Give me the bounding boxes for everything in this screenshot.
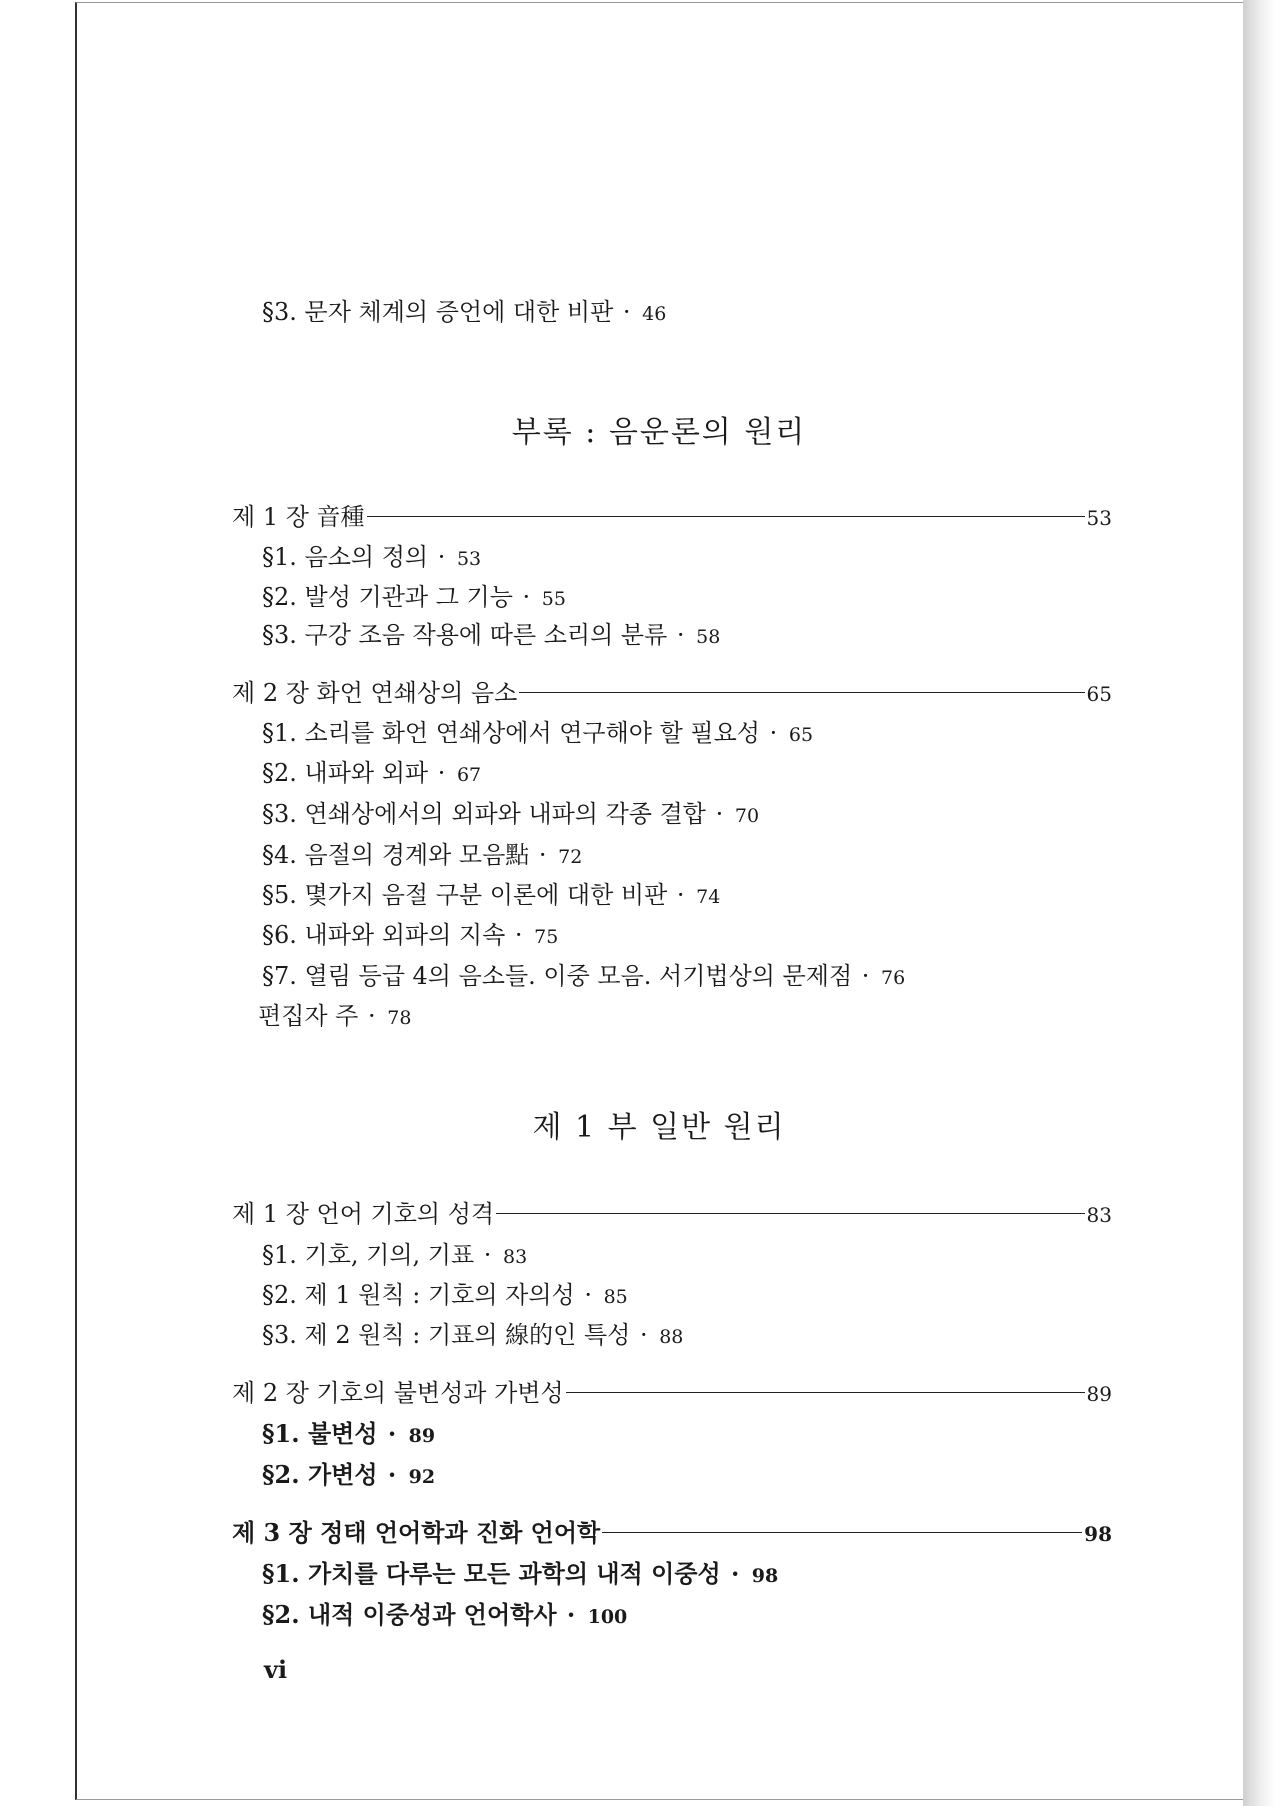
toc-chapter-label: 제 3 장 정태 언어학과 진화 언어학 bbox=[232, 1518, 601, 1547]
toc-section-entry: §1. 가치를 다루는 모든 과학의 내적 이중성 · 98 bbox=[262, 1559, 779, 1588]
toc-chapter-entry bbox=[232, 1518, 1112, 1548]
toc-section-entry: §2. 가변성 · 92 bbox=[262, 1460, 436, 1489]
toc-section-entry: §2. 발성 기관과 그 기능 · 55 bbox=[262, 583, 566, 611]
toc-page-number: 65 bbox=[1086, 682, 1112, 706]
dot-leader bbox=[519, 692, 1084, 693]
page-edge-shadow bbox=[1243, 0, 1275, 1806]
dot-leader bbox=[367, 516, 1085, 517]
toc-page-number: 74 bbox=[696, 886, 721, 908]
toc-page-number: 65 bbox=[788, 724, 814, 746]
toc-section-label: §4. 음절의 경계와 모음點 bbox=[262, 841, 530, 869]
toc-section-label: §2. 제 1 원칙 : 기호의 자의성 bbox=[262, 1281, 575, 1309]
toc-page-number: 46 bbox=[642, 303, 667, 325]
toc-section-entry: §3. 구강 조음 작용에 따른 소리의 분류 · 58 bbox=[262, 621, 721, 649]
toc-page-number: 83 bbox=[1086, 1203, 1112, 1227]
toc-section-label: §1. 음소의 정의 bbox=[262, 543, 429, 571]
part-title-appendix: 부록 : 음운론의 원리 bbox=[511, 415, 807, 450]
toc-section-label: §1. 소리를 화언 연쇄상에서 연구해야 할 필요성 bbox=[262, 719, 760, 747]
toc-page-number: 89 bbox=[1086, 1382, 1112, 1406]
toc-section-entry: §3. 연쇄상에서의 외파와 내파의 각종 결합 · 70 bbox=[262, 800, 760, 828]
part-title-general-principles: 제 1 부 일반 원리 bbox=[532, 1110, 786, 1145]
dot-leader bbox=[566, 1392, 1085, 1393]
toc-section-label: §1. 기호, 기의, 기표 bbox=[262, 1241, 475, 1269]
toc-page-number: 53 bbox=[1086, 506, 1112, 530]
toc-section-entry: §1. 음소의 정의 · 53 bbox=[262, 543, 482, 571]
toc-section-label: §1. 불변성 bbox=[262, 1419, 378, 1448]
toc-page-number: 58 bbox=[696, 626, 721, 648]
toc-page-number: 67 bbox=[456, 764, 482, 786]
toc-section-label: §2. 발성 기관과 그 기능 bbox=[262, 583, 513, 611]
toc-section-entry: §1. 불변성 · 89 bbox=[262, 1419, 436, 1448]
toc-page-number: 55 bbox=[541, 588, 566, 610]
toc-chapter-label: 제 1 장 音種 bbox=[232, 503, 365, 531]
toc-page-number: 92 bbox=[408, 1466, 436, 1488]
toc-section-label: §2. 가변성 bbox=[262, 1460, 378, 1489]
toc-page-number: 70 bbox=[734, 805, 760, 827]
toc-section-entry: §2. 제 1 원칙 : 기호의 자의성 · 85 bbox=[262, 1281, 628, 1309]
toc-section-label: §3. 제 2 원칙 : 기표의 線的인 특성 bbox=[262, 1321, 631, 1349]
toc-page-number: 88 bbox=[659, 1326, 684, 1348]
toc-section-label: §5. 몇가지 음절 구분 이론에 대한 비판 bbox=[262, 881, 668, 909]
toc-section-entry: §3. 제 2 원칙 : 기표의 線的인 특성 · 88 bbox=[262, 1321, 684, 1349]
toc-section-label: §3. 문자 체계의 증언에 대한 비판 bbox=[262, 298, 614, 326]
toc-page-number: 76 bbox=[881, 967, 906, 989]
toc-section-entry: §3. 문자 체계의 증언에 대한 비판 · 46 bbox=[262, 298, 667, 326]
dot-leader bbox=[496, 1213, 1084, 1214]
toc-editor-note-entry: 편집자 주 · 78 bbox=[258, 1002, 412, 1030]
toc-section-label: §6. 내파와 외파의 지속 bbox=[262, 921, 506, 949]
toc-section-entry: §4. 음절의 경계와 모음點 · 72 bbox=[262, 841, 583, 869]
toc-chapter-entry bbox=[232, 678, 1112, 708]
toc-page-number: 89 bbox=[408, 1425, 436, 1447]
toc-chapter-label: 제 2 장 화언 연쇄상의 음소 bbox=[232, 679, 518, 707]
toc-section-entry: §2. 내파와 외파 · 67 bbox=[262, 759, 482, 787]
toc-chapter-entry bbox=[232, 1378, 1112, 1408]
toc-section-entry: §7. 열림 등급 4의 음소들. 이중 모음. 서기법상의 문제점 · 76 bbox=[262, 962, 906, 990]
toc-section-label: 편집자 주 bbox=[258, 1002, 359, 1030]
toc-chapter-label: 제 1 장 언어 기호의 성격 bbox=[232, 1200, 495, 1228]
toc-page-number: 72 bbox=[558, 846, 583, 868]
toc-page-number: 83 bbox=[503, 1246, 528, 1268]
dot-leader bbox=[602, 1532, 1082, 1533]
toc-page-number: 78 bbox=[387, 1007, 412, 1029]
toc-section-label: §3. 연쇄상에서의 외파와 내파의 각종 결합 bbox=[262, 800, 706, 828]
toc-section-entry: §1. 소리를 화언 연쇄상에서 연구해야 할 필요성 · 65 bbox=[262, 719, 814, 747]
toc-section-label: §2. 내적 이중성과 언어학사 bbox=[262, 1600, 557, 1629]
toc-section-label: §1. 가치를 다루는 모든 과학의 내적 이중성 bbox=[262, 1559, 721, 1588]
toc-section-entry: §5. 몇가지 음절 구분 이론에 대한 비판 · 74 bbox=[262, 881, 721, 909]
toc-chapter-entry bbox=[232, 502, 1112, 532]
toc-section-label: §2. 내파와 외파 bbox=[262, 759, 429, 787]
toc-section-entry: §6. 내파와 외파의 지속 · 75 bbox=[262, 921, 559, 949]
toc-page-number: 85 bbox=[603, 1286, 628, 1308]
toc-page-number: 100 bbox=[587, 1606, 628, 1628]
toc-chapter-entry bbox=[232, 1199, 1112, 1229]
toc-page-number: 75 bbox=[534, 926, 559, 948]
toc-section-entry: §2. 내적 이중성과 언어학사 · 100 bbox=[262, 1600, 628, 1629]
toc-page-number: 53 bbox=[456, 548, 482, 570]
page-folio: vi bbox=[264, 1655, 288, 1684]
toc-section-label: §7. 열림 등급 4의 음소들. 이중 모음. 서기법상의 문제점 bbox=[262, 962, 853, 990]
toc-section-label: §3. 구강 조음 작용에 따른 소리의 분류 bbox=[262, 621, 668, 649]
toc-section-entry: §1. 기호, 기의, 기표 · 83 bbox=[262, 1241, 528, 1269]
toc-page-number: 98 bbox=[1084, 1522, 1112, 1546]
toc-chapter-label: 제 2 장 기호의 불변성과 가변성 bbox=[232, 1379, 564, 1407]
toc-page-number: 98 bbox=[751, 1565, 779, 1587]
